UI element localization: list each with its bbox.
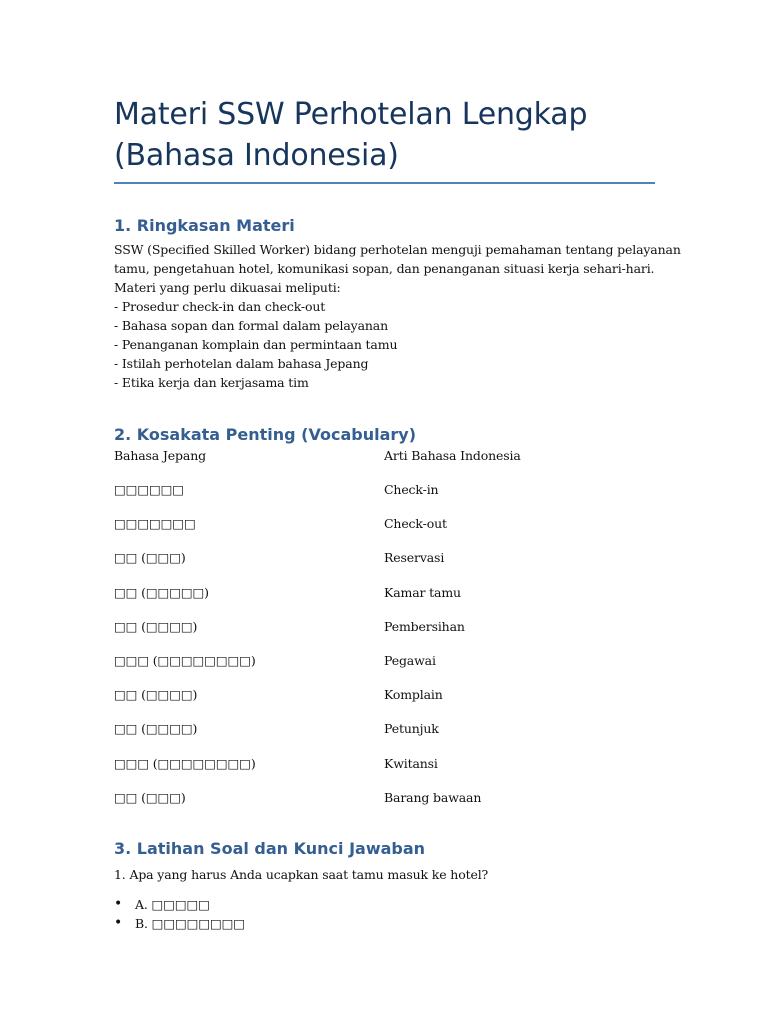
table-row [114,514,655,548]
japanese-term: □□ (□□□) [114,789,186,805]
document-page [114,94,681,933]
summary-list-item: - Istilah perhotelan dalam bahasa Jepang [114,356,369,371]
answer-options-list [114,895,655,933]
answer-option [114,895,655,914]
bullet-icon: • [114,895,123,912]
japanese-term: □□ (□□□□) [114,721,198,737]
indonesian-meaning: Reservasi [384,550,445,566]
question-text: 1. Apa yang harus Anda ucapkan saat tamu masuk ke hotel? [114,866,489,882]
table-row [114,685,655,719]
document-title [114,94,655,176]
japanese-term: □□□□□□□ [114,516,196,532]
table-row [114,583,655,617]
section-heading-exercises: 3. Latihan Soal dan Kunci Jawaban [114,838,426,858]
summary-list-item: - Penanganan komplain dan permintaan tamu [114,337,398,352]
title-underline [114,182,655,184]
summary-line: SSW (Specified Skilled Worker) bidang perhotelan menguji pemahaman tentang pelayanan [114,242,681,257]
japanese-term: □□□ (□□□□□□□□) [114,755,256,771]
table-row [114,754,655,788]
title-line-2: (Bahasa Indonesia) [114,138,399,173]
japanese-term: □□ (□□□□) [114,687,198,703]
title-line-1: Materi SSW Perhotelan Lengkap [114,97,588,132]
summary-list-item: - Etika kerja dan kerjasama tim [114,375,309,390]
table-row [114,480,655,514]
japanese-term: □□ (□□□□□) [114,584,209,600]
table-row [114,548,655,582]
indonesian-meaning: Komplain [384,687,443,703]
section-heading-summary: 1. Ringkasan Materi [114,216,295,235]
table-row [114,719,655,753]
table-header-row [114,446,655,480]
indonesian-meaning: Petunjuk [384,721,439,737]
indonesian-meaning: Pembersihan [384,618,465,634]
indonesian-meaning: Check-in [384,482,439,497]
japanese-term: □□□ (□□□□□□□□) [114,652,256,668]
japanese-term: □□□□□□ [114,482,184,497]
table-row [114,788,655,822]
indonesian-meaning: Kwitansi [384,755,438,771]
column-header-japanese: Bahasa Jepang [114,448,206,463]
answer-option-text: B. □□□□□□□□ [135,915,245,931]
japanese-term: □□ (□□□) [114,550,186,566]
indonesian-meaning: Check-out [384,516,447,532]
summary-list-item: - Bahasa sopan dan formal dalam pelayanan [114,318,388,333]
japanese-term: □□ (□□□□) [114,618,198,634]
bullet-icon: • [114,914,123,931]
indonesian-meaning: Pegawai [384,652,436,668]
summary-line: tamu, pengetahuan hotel, komunikasi sopan, dan penanganan situasi kerja sehari-hari. [114,261,655,276]
summary-paragraph [114,240,681,392]
indonesian-meaning: Barang bawaan [384,789,482,805]
vocabulary-table [114,446,655,822]
table-row [114,651,655,685]
column-header-indonesian: Arti Bahasa Indonesia [384,448,521,463]
answer-option-text: A. □□□□□ [135,896,210,912]
section-heading-vocabulary: 2. Kosakata Penting (Vocabulary) [114,425,417,444]
indonesian-meaning: Kamar tamu [384,584,461,600]
table-row [114,617,655,651]
summary-line: Materi yang perlu dikuasai meliputi: [114,280,341,295]
answer-option [114,914,655,933]
summary-list-item: - Prosedur check-in dan check-out [114,299,326,314]
